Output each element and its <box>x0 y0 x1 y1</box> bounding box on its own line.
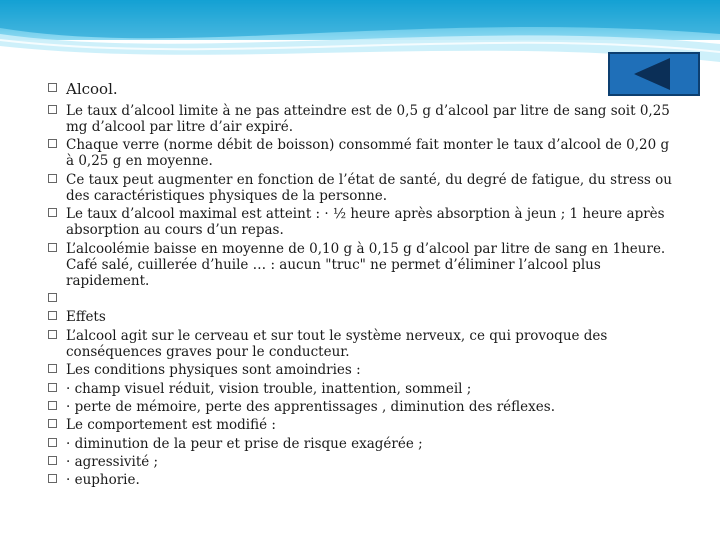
bullet-box-icon <box>48 243 57 252</box>
bullet-box-icon <box>48 83 57 92</box>
bullet-box-icon <box>48 293 57 302</box>
slide-content <box>48 80 680 491</box>
list-item: Les conditions physiques sont amoindries : <box>48 362 680 378</box>
list-item: Le taux d’alcool limite à ne pas atteindre est de 0,5 g d’alcool par litre de sang soit 0,25 mg d’alcool par litre d’air expiré. <box>48 103 680 135</box>
bullet-box-icon <box>48 330 57 339</box>
list-item: L’alcool agit sur le cerveau et sur tout le système nerveux, ce qui provoque des conséquences graves pour le conducteur. <box>48 328 680 360</box>
list-item: Le taux d’alcool maximal est atteint : · ½ heure après absorption à jeun ; 1 heure après absorption au cours d’un repas. <box>48 206 680 238</box>
list-item: · perte de mémoire, perte des apprentissages , diminution des réflexes. <box>48 399 680 415</box>
bullet-box-icon <box>48 383 57 392</box>
bullet-box-icon <box>48 208 57 217</box>
bullet-box-icon <box>48 474 57 483</box>
bullet-box-icon <box>48 311 57 320</box>
bullet-box-icon <box>48 139 57 148</box>
bullet-box-icon <box>48 456 57 465</box>
list-item: L’alcoolémie baisse en moyenne de 0,10 g à 0,15 g d’alcool par litre de sang en 1heure. Café salé, cuillerée d’huile … : aucun "truc" ne permet d’éliminer l’alcool plus rapidement. <box>48 241 680 289</box>
bullet-box-icon <box>48 174 57 183</box>
slide-title: Alcool. <box>48 80 680 98</box>
bullet-box-icon <box>48 105 57 114</box>
list-item: · diminution de la peur et prise de risque exagérée ; <box>48 436 680 452</box>
list-item: Le comportement est modifié : <box>48 417 680 433</box>
list-item-empty <box>48 291 680 307</box>
bullet-box-icon <box>48 401 57 410</box>
bullet-box-icon <box>48 364 57 373</box>
bullet-box-icon <box>48 438 57 447</box>
bullet-box-icon <box>48 419 57 428</box>
list-item: · euphorie. <box>48 472 680 488</box>
section-heading-effets: Effets <box>48 309 680 325</box>
list-item: · agressivité ; <box>48 454 680 470</box>
list-item: Chaque verre (norme débit de boisson) consommé fait monter le taux d’alcool de 0,20 g à 0,25 g en moyenne. <box>48 137 680 169</box>
list-item: · champ visuel réduit, vision trouble, inattention, sommeil ; <box>48 381 680 397</box>
list-item: Ce taux peut augmenter en fonction de l’état de santé, du degré de fatigue, du stress ou des caractéristiques physiques de la personne. <box>48 172 680 204</box>
